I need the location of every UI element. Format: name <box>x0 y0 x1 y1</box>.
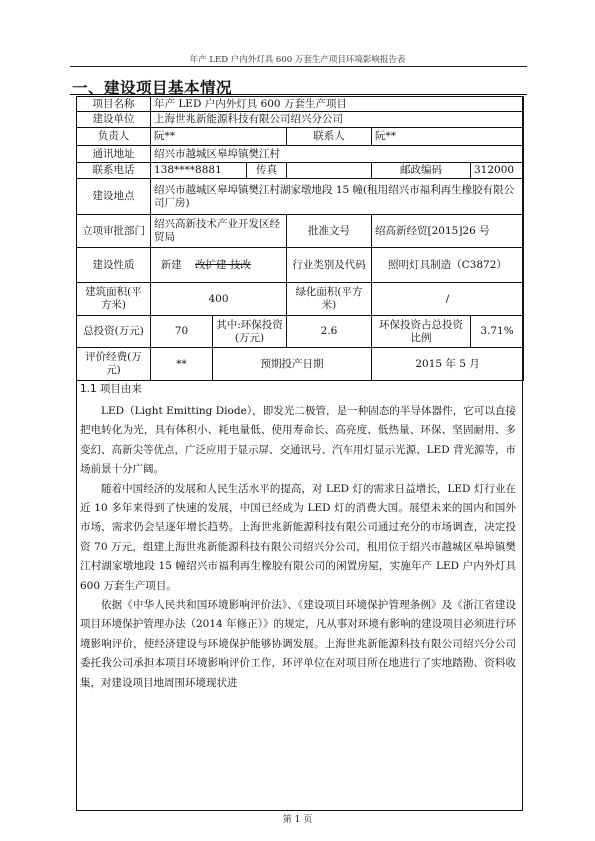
address-value: 绍兴市越城区皋埠镇樊江村 <box>151 146 524 163</box>
subsection-title: 1.1 项目由来 <box>80 383 143 395</box>
fee-label: 评价经费(万元) <box>77 348 151 381</box>
env-invest-label: 其中:环保投资(万元) <box>213 316 287 348</box>
table-row <box>77 179 524 215</box>
postcode-label: 邮政编码 <box>372 163 471 179</box>
area-label: 建筑面积(平方米) <box>77 283 151 316</box>
leader-label: 负责人 <box>77 128 151 146</box>
table-row <box>77 215 524 248</box>
phone-value: 138****8881 <box>151 163 247 179</box>
area-value: 400 <box>151 283 287 316</box>
table-row <box>77 316 524 348</box>
approval-no-label: 批准文号 <box>287 215 372 248</box>
industry-value: 照明灯具制造（C3872） <box>372 248 524 283</box>
table-row <box>77 248 524 283</box>
table-row <box>77 163 524 179</box>
table-row <box>77 97 524 112</box>
paragraph: 依据《中华人民共和国环境影响评价法》、《建设项目环境保护管理条例》及《浙江省建设项目环境保护管理办法（2014 年修正）》的规定，凡从事对环境有影响的建设项目必须进行环境影响评价，使经济建设与环境保护能够协调发展。上海世兆新能源科技有限公司绍兴分公司委托我公司承担本项目环境影响评价工作，环评单位在对项目所在地进行了实地踏勘、资料收集，对建设项目地周围环境现状进 <box>80 599 516 689</box>
industry-label: 行业类别及代码 <box>287 248 372 283</box>
approval-no-value: 绍高新经贸[2015]26 号 <box>372 215 524 248</box>
project-name-label: 项目名称 <box>77 97 151 112</box>
site-value: 绍兴市越城区皋埠镇樊江村湖家墩地段 15 幢(租用绍兴市福利再生橡胶有限公司厂房) <box>151 179 524 215</box>
table-row <box>77 112 524 128</box>
unit-label: 建设单位 <box>77 112 151 128</box>
env-invest-value: 2.6 <box>287 316 372 348</box>
nature-label: 建设性质 <box>77 248 151 283</box>
ratio-label: 环保投资占总投资比例 <box>372 316 471 348</box>
table-row <box>77 146 524 163</box>
approval-dept-value: 绍兴高新技术产业开发区经贸局 <box>151 215 287 248</box>
table-row <box>77 128 524 146</box>
green-value: / <box>372 283 524 316</box>
header-rule <box>70 66 527 67</box>
fax-value <box>287 163 372 179</box>
body-text <box>80 402 516 693</box>
table-row <box>77 283 524 316</box>
project-info-table <box>76 96 524 381</box>
nature-value <box>151 248 287 283</box>
fax-label: 传真 <box>247 163 287 179</box>
nature-new: 新建 <box>160 258 182 271</box>
ratio-value: 3.71% <box>471 316 524 348</box>
title-rule <box>70 94 527 95</box>
nature-other-struck: 改扩建 技改 <box>195 258 251 271</box>
address-label: 通讯地址 <box>77 146 151 163</box>
running-header: 年产 LED 户内外灯具 600 万套生产项目环境影响报告表 <box>189 55 406 65</box>
green-label: 绿化面积(平方米) <box>287 283 372 316</box>
paragraph: LED（Light Emitting Diode），即发光二极管，是一种固态的半导体器件，它可以直接把电转化为光，具有体积小、耗电量低、使用寿命长、高亮度、低热量、环保、坚固耐用、多变幻、高新尖等优点，广泛应用于显示屏、交通讯号、汽车用灯显示光源、LED 背光源等，市场前景十分广阔。 <box>80 405 516 476</box>
fee-value: ** <box>151 348 213 381</box>
unit-value: 上海世兆新能源科技有限公司绍兴分公司 <box>151 112 524 128</box>
contact-label: 联系人 <box>287 128 372 146</box>
postcode-value: 312000 <box>471 163 524 179</box>
invest-label: 总投资(万元) <box>77 316 151 348</box>
contact-value: 阮** <box>372 128 524 146</box>
invest-value: 70 <box>151 316 213 348</box>
section-title: 一、建设项目基本情况 <box>72 79 233 97</box>
date-value: 2015 年 5 月 <box>372 348 524 381</box>
table-row <box>77 348 524 381</box>
paragraph: 随着中国经济的发展和人民生活水平的提高，对 LED 灯的需求日益增长，LED 灯行业在近 10 多年来得到了快速的发展，中国已经成为 LED 灯的消费大国。展望未来的国内和国外市场，需求仍会呈逐年增长趋势。上海世兆新能源科技有限公司通过充分的市场调查，决定投资 70 万元，组建上海世兆新能源科技有限公司绍兴分公司，租用位于绍兴市越城区皋埠镇樊江村湖家墩地段 15 幢绍兴市福利再生橡胶有限公司的闲置房屋，实施年产 LED 户内外灯具 600 万套生产项目。 <box>80 482 516 592</box>
site-label: 建设地点 <box>77 179 151 215</box>
date-label: 预期投产日期 <box>213 348 372 381</box>
page-number: 第 1 页 <box>282 815 313 825</box>
project-name-value: 年产 LED 户内外灯具 600 万套生产项目 <box>151 97 524 112</box>
phone-label: 联系电话 <box>77 163 151 179</box>
approval-dept-label: 立项审批部门 <box>77 215 151 248</box>
leader-value: 阮** <box>151 128 287 146</box>
